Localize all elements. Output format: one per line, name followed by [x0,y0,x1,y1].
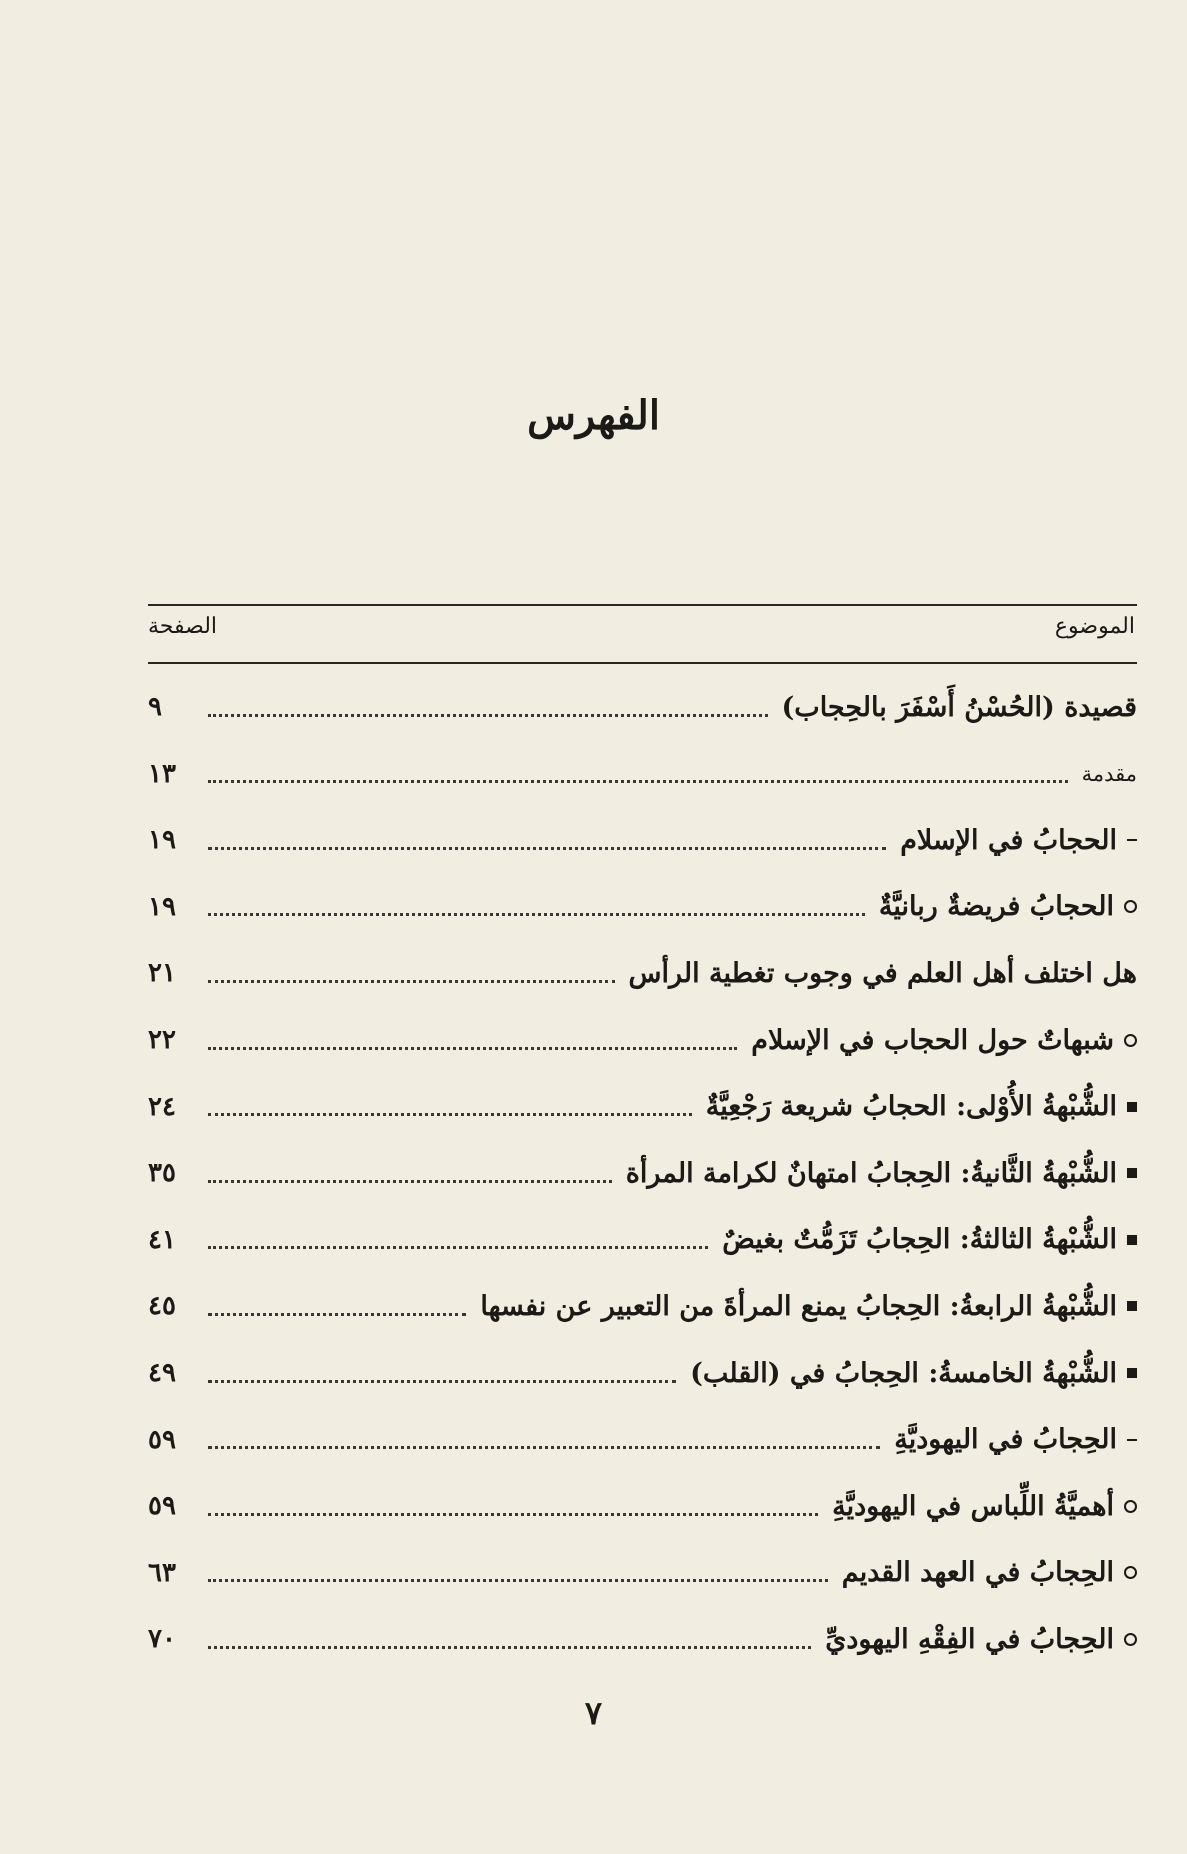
dot-leader [208,1113,692,1116]
toc-entry [148,747,1137,801]
toc-entry-page: ٥٩ [148,1424,176,1455]
toc-entry-text: أهميَّةُ اللِّباس في اليهوديَّةِ [832,1490,1114,1522]
circle-bullet-icon [1124,1566,1137,1579]
toc-entry-title [900,825,1137,856]
toc-entry-page: ١٣ [148,758,176,789]
toc-entry-text: الشُّبْهةُ الثالثةُ: الحِجابُ تَزَمُّتٌ بغيضٌ [722,1224,1117,1256]
square-bullet-icon [1127,1368,1137,1378]
toc-entry-text: الحِجابُ في الفِقْهِ اليهوديِّ [825,1623,1114,1655]
circle-bullet-icon [1124,900,1137,913]
toc-entry [148,1612,1137,1666]
toc-entry-page: ٤٩ [148,1358,176,1388]
toc-entry-page: ٢٤ [148,1091,176,1122]
toc-entry-title [626,1158,1137,1189]
toc-entry-page: ٤١ [148,1224,176,1255]
dot-leader [208,980,615,983]
toc-entry-text: مقدمة [1081,761,1137,786]
dot-leader [208,1380,676,1383]
toc-entry-text: قصيدة (الحُسْنُ أَسْفَرَ بالحِجاب) [781,691,1137,723]
dot-leader [208,913,865,916]
toc-entry-page: ٦٣ [148,1557,176,1588]
toc-entry-page: ٣٥ [148,1158,176,1189]
toc-entry-title [825,1624,1137,1655]
toc-entry-page: ٩ [148,692,162,722]
toc-entry-title [751,1025,1137,1056]
dot-leader [208,1646,811,1649]
toc-entry-title [706,1091,1137,1122]
toc-entry-text: الشُّبْهةُ الأُوْلى: الحجابُ شريعة رَجْعِيَّةٌ [705,1091,1117,1123]
dot-leader [208,780,1068,783]
circle-bullet-icon [1124,1500,1137,1513]
circle-bullet-icon [1124,1633,1137,1646]
dot-leader [208,1180,612,1183]
toc-entry [148,813,1137,867]
dot-leader [208,1313,466,1316]
square-bullet-icon [1127,1168,1137,1178]
dash-bullet-icon [1127,839,1137,841]
toc-entry [148,1213,1137,1267]
dot-leader [208,847,886,850]
toc-entry-text: هل اختلف أهل العلم في وجوب تغطية الرأس [628,957,1137,989]
toc-entry [148,1346,1137,1400]
toc-entry-text: الشُّبْهةُ الخامسةُ: الحِجابُ في (القلب) [690,1357,1117,1389]
toc-entry-page: ٥٩ [148,1491,176,1522]
dot-leader [208,714,768,717]
toc-entry-text: الشُّبْهةُ الثَّانيةُ: الحِجابُ امتهانٌ لكرامة المرأة [625,1157,1117,1189]
toc-entry [148,1080,1137,1134]
toc-entry-text: الحِجابُ في العهد القديم [841,1557,1114,1589]
toc-entry [148,1546,1137,1600]
toc-entry-title [629,958,1137,989]
toc-entry-page: ٧٠ [148,1624,176,1655]
toc-entry-title [832,1491,1137,1522]
dot-leader [208,1513,818,1516]
circle-bullet-icon [1124,1034,1137,1047]
dash-bullet-icon [1127,1439,1137,1441]
page-number: ٧ [584,1694,603,1732]
dot-leader [208,1446,880,1449]
square-bullet-icon [1127,1102,1137,1112]
toc-entry-title [690,1358,1137,1389]
toc-entry-text: الحجابُ فريضةٌ ربانيَّةٌ [878,891,1114,923]
toc-entry-title [480,1291,1137,1322]
toc-entry [148,1279,1137,1333]
toc-entry-page: ٢٢ [148,1025,176,1055]
toc-entry-title [879,891,1137,922]
dot-leader [208,1047,737,1050]
toc-entry [148,1013,1137,1067]
toc-entry-page: ٤٥ [148,1291,176,1322]
toc-entry-text: الحِجابُ في اليهوديَّةِ [894,1424,1117,1456]
toc-entry-title [722,1224,1137,1255]
dot-leader [208,1579,828,1582]
toc-entry [148,880,1137,934]
toc-entry [148,1146,1137,1200]
page-title: الفهرس [527,392,660,439]
square-bullet-icon [1127,1235,1137,1245]
toc-entry-title [842,1557,1137,1588]
toc-entry-page: ١٩ [148,825,176,856]
toc-entry [148,1479,1137,1533]
toc-entry-title [782,692,1137,723]
toc-entry-text: الشُّبْهةُ الرابعةُ: الحِجابُ يمنع المرأةَ من التعبير عن نفسها [480,1290,1117,1322]
toc-entry-title [1082,762,1137,786]
toc-entry [148,1413,1137,1467]
topic-column-header: الموضوع [1054,614,1135,639]
toc-entry-page: ٢١ [148,958,176,989]
toc-entry-text: شبهاتٌ حول الحجاب في الإسلام [751,1024,1114,1056]
page-column-header: الصفحة [148,614,218,639]
toc-entry-page: ١٩ [148,891,176,922]
toc-entry-title [894,1424,1137,1455]
dot-leader [208,1246,708,1249]
toc-entry [148,946,1137,1000]
toc-entry-text: الحجابُ في الإسلام [900,824,1117,856]
toc-entry [148,680,1137,734]
square-bullet-icon [1127,1301,1137,1311]
